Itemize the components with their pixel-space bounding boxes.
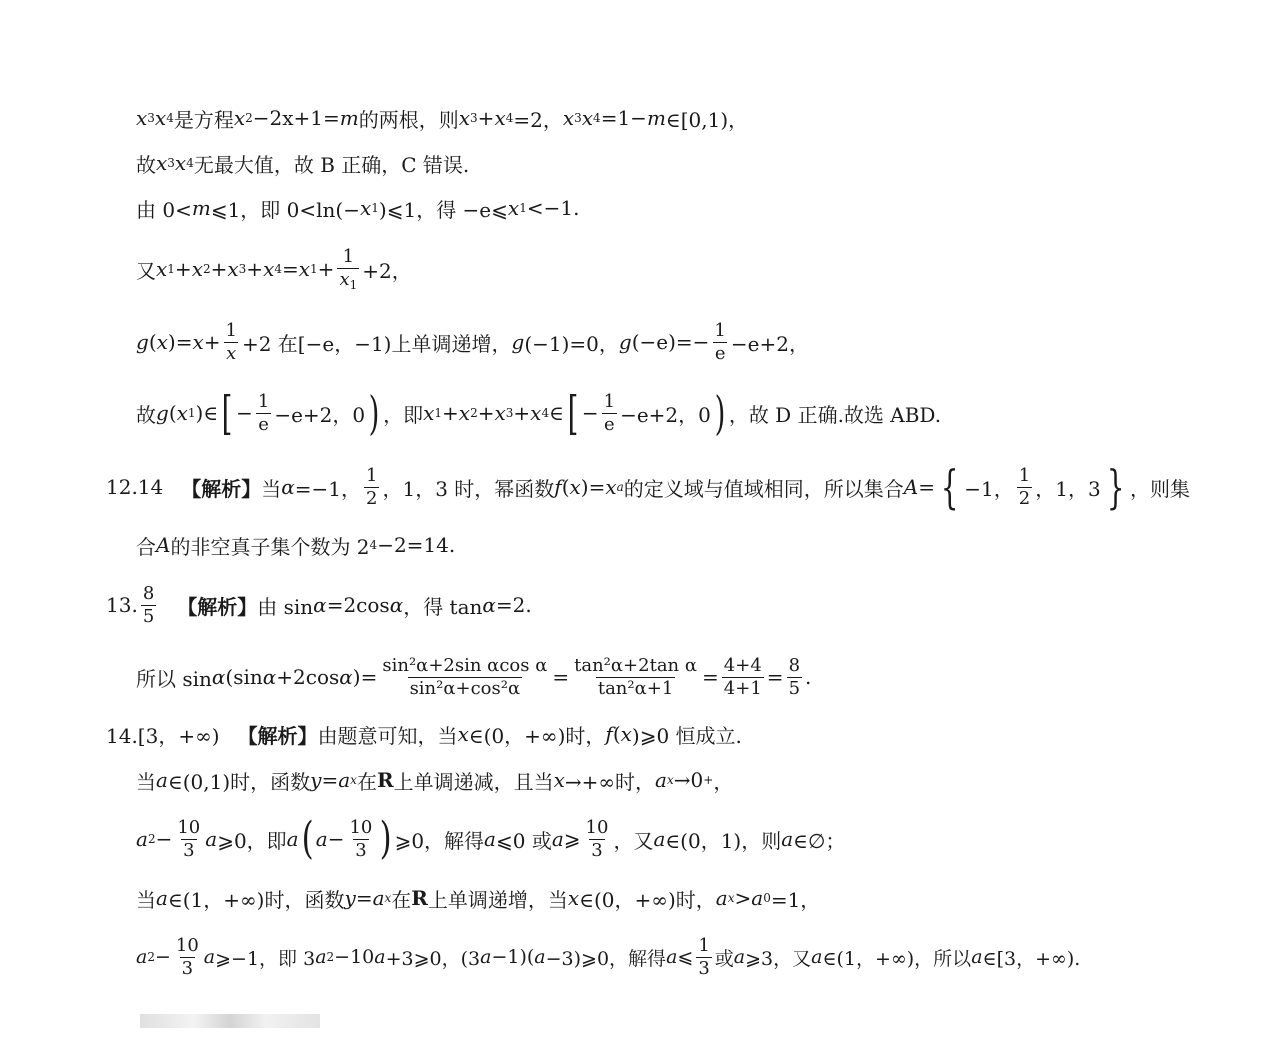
sup: 4 [369,538,378,552]
text: (−1)=0， [524,331,619,356]
text: 当 [136,887,156,912]
text: ，得 tan [403,594,483,619]
var: g [618,330,632,354]
text: ⩽0 或 [495,828,552,853]
var: x [263,257,275,281]
sub: 1 [519,201,527,215]
fraction [572,654,699,699]
text: ∈ [549,401,564,425]
var: a [551,827,564,851]
text: − [154,946,171,968]
numerator: 1 [714,319,726,341]
var: a [156,768,168,792]
text: ，故 D 正确.故选 ABD. [728,402,942,427]
sub: 1 [434,406,443,420]
denominator: 3 [698,957,710,979]
var: a [655,768,667,792]
text: 的两根，则 [358,107,459,132]
solution-13-line-1 [106,580,532,630]
text: ⩽1，即 0<ln(− [210,197,360,222]
var: x [605,475,617,499]
var: g [511,330,525,354]
fraction [256,390,271,435]
analysis-tag: 【解析】 [237,723,318,748]
right-paren: ) [379,813,392,864]
op: + [174,257,192,281]
solution-14-line-5 [136,930,1080,984]
fraction [175,816,202,861]
fraction [337,245,359,292]
var: x [136,106,148,130]
analysis-tag: 【解析】 [177,594,258,619]
text: 上单调递减，且当 [393,769,554,794]
text: +2， [362,258,412,283]
text: 的非空真子集个数为 2 [170,534,370,559]
fraction [602,390,617,435]
var: a [480,946,492,968]
sub: 3 [574,111,582,125]
scan-artifact [140,1014,320,1028]
op: = [702,665,719,689]
text: ∈∅； [793,828,846,853]
left-bracket: [ [567,386,579,440]
text: ，即 [383,402,424,427]
numerator: 8 [142,582,155,604]
op: + [442,401,459,425]
fraction [174,934,201,979]
text: 由 0< [136,197,192,222]
numerator: 1 [366,464,378,486]
text: −2x+1= [252,106,340,130]
set-R: R [411,886,428,910]
denominator: 3 [181,957,194,979]
text: ∈(0，1)，则 [665,828,782,853]
denominator: 5 [142,605,155,627]
analysis-tag: 【解析】 [181,476,262,501]
var: a [205,827,218,851]
text: −3)⩾0，解得 [545,947,667,970]
text: . [805,665,812,689]
var: x [359,196,372,220]
text: +2 在[−e，−1)上单调递增， [241,331,512,356]
sub: 1 [349,277,358,292]
sub: 3 [167,156,175,170]
solution-12-line-1 [106,462,1190,512]
var: a [315,827,328,851]
numerator: tan²α+2tan α [574,654,698,676]
var: x [457,722,469,746]
text: 上单调递增，当 [427,887,568,912]
problem-number: 12.14 [106,475,164,499]
denominator: 3 [183,839,195,861]
text: = [355,886,373,910]
sub: 1 [167,262,175,276]
text: ∈[3，+∞). [982,947,1081,970]
var: x [176,401,188,425]
var: a [372,886,385,910]
var: x [553,768,565,792]
op: + [477,106,495,130]
fraction [380,654,549,699]
text: 所以 sin [136,666,212,691]
fraction [1017,464,1032,509]
text: −10 [334,946,375,968]
fraction [696,934,711,979]
denominator: e [604,413,615,435]
text: −e+2， [730,331,809,356]
var: x [494,401,506,425]
text: =1， [770,887,821,912]
var: x [423,401,435,425]
text: <−1. [526,196,580,220]
text: ，1，3 时，幂函数 [382,476,555,501]
text: )⩾0 恒成立. [631,723,742,748]
solution-line-5 [136,317,809,367]
text: 的定义域与值域相同，所以集合 [623,476,904,501]
sub: 2 [202,262,211,276]
set-R: R [376,768,394,792]
denominator: 3 [591,839,603,861]
var: a [203,946,216,968]
fraction [787,654,802,699]
var: a [338,768,351,792]
sup: x [350,773,357,787]
text: = [321,768,339,792]
denominator: e [714,342,726,364]
sub: 4 [186,156,194,170]
sup: x [666,773,674,787]
sup: x [727,891,735,905]
text: ⩾0，解得 [394,828,485,853]
right-paren: ) [368,386,380,440]
text: ∈(1，+∞)时，函数 [167,887,345,912]
op: + [317,257,335,281]
op: + [246,257,264,281]
numerator: 1 [257,390,270,412]
sub: 4 [505,111,514,125]
solution-14-line-2 [136,760,733,800]
var: x [339,268,350,290]
var: a [286,827,299,851]
text: ∈(0,1)时，函数 [167,769,311,794]
solution-14-line-4 [136,878,820,918]
var: g [156,401,169,425]
text: ， [713,769,734,794]
var: x [458,106,471,130]
text: ∈(0，+∞)时， [468,723,606,748]
right-brace: } [1106,460,1125,514]
problem-number: 14.[3，+∞) [106,723,220,748]
text: −e+2，0 [274,402,366,427]
denominator: e [258,413,269,435]
text: −2=14. [377,533,456,557]
text: =1− [600,106,647,130]
numerator: 10 [175,934,199,956]
problem-number: 13. [106,593,138,617]
text: ⩾0，即 [217,828,287,853]
var: g [136,330,149,354]
solution-12-line-2 [136,525,455,565]
var: x [156,151,168,175]
left-paren: ( [301,813,314,864]
text: ，则集 [1129,476,1190,501]
text: 在 [356,769,377,794]
sub: 3 [470,111,478,125]
numerator: 1 [698,934,710,956]
var: x [620,722,632,746]
text: − [327,827,345,851]
var: a [136,827,148,851]
numerator: 10 [177,816,201,838]
var: a [156,886,168,910]
fraction [712,319,727,364]
var: x [562,106,575,130]
numerator: 1 [225,319,237,341]
denominator: 4+1 [723,677,762,699]
text: ∈(1，+∞)，所以 [822,947,972,970]
text: − [155,827,173,851]
var: a [733,946,746,968]
fraction [347,816,374,861]
text: 故 [136,402,156,427]
sup: 2 [326,950,335,964]
text: )= [352,665,378,689]
text: ，1，3 [1035,476,1101,501]
text: =2cos [326,593,390,617]
var: y [310,768,322,792]
text: →0 [673,768,704,792]
solution-line-3 [136,188,579,228]
sub: 3 [238,262,247,276]
text: − [581,401,599,425]
sup: x [384,891,392,905]
text: 故 [136,152,156,177]
text: 或 [714,947,734,970]
var: x [233,106,246,130]
var: x [298,257,311,281]
var: m [191,196,211,220]
text: )∈ [195,401,219,425]
var: x [192,330,204,354]
var: a [484,827,496,851]
sub: 3 [505,406,514,420]
text: −1)( [491,946,535,968]
op: = [766,665,784,689]
text: ∈(0，+∞)时， [579,887,716,912]
var: a [715,886,728,910]
denominator: 3 [355,839,367,861]
op: = [281,257,299,281]
sub: 1 [310,262,318,276]
solution-14-line-1 [106,714,742,754]
sup: 2 [147,832,156,846]
text: →+∞时， [564,769,656,794]
var: x [581,106,594,130]
text: −1， [964,476,1014,501]
sub: 4 [274,262,282,276]
solution-13-line-2 [136,650,811,704]
text: −e+2，0 [620,402,711,427]
fraction [584,816,611,861]
solution-14-line-3 [136,812,845,866]
numerator: 8 [788,654,801,676]
text: 由 sin [257,594,314,619]
solution-line-1 [136,98,748,138]
text: ⩾3，又 [745,947,812,970]
var: a [136,946,148,968]
var: x [567,886,580,910]
text: =2. [495,593,532,617]
denominator [337,268,359,291]
denominator: sin²α+cos²α [409,677,521,699]
var: a [653,827,666,851]
var: A [903,475,919,499]
var: f [605,722,613,746]
var: m [339,106,359,130]
sub: 2 [470,406,478,420]
sub: 1 [371,201,379,215]
var: a [534,946,546,968]
var: A [156,533,171,557]
var: α [262,665,277,689]
var: α [281,475,295,499]
right-paren: ) [714,386,726,440]
text: 在 [391,887,412,912]
text: )= [167,330,193,354]
text: =2， [513,107,563,132]
text: 又 [136,258,156,283]
var: α [482,593,496,617]
numerator: 4+4 [723,654,762,676]
numerator: sin²α+2sin αcos α [382,654,548,676]
var: x [458,401,471,425]
text: ( [148,330,157,354]
var: x [569,475,581,499]
text: 是方程 [173,107,234,132]
var: x [507,196,520,220]
var: a [315,946,327,968]
denominator: 2 [1018,487,1031,509]
var: x [191,257,203,281]
sub: 4 [541,406,550,420]
var: α [313,593,327,617]
text: ∈[0,1)， [665,107,749,132]
sub: 1 [187,406,196,420]
text: > [734,886,752,910]
text: + [203,330,221,354]
var: a [971,946,983,968]
numerator: 10 [585,816,609,838]
var: x [154,106,167,130]
text: )⩽1，得 −e⩽ [378,197,508,222]
sup: + [703,773,714,787]
var: a [751,886,764,910]
var: a [811,946,823,968]
var: α [389,593,404,617]
text: 当 [136,769,156,794]
op: = [552,665,570,689]
var: x [494,106,506,130]
text: ，又 [613,828,654,853]
sup: 2 [147,950,155,964]
text: (sin [225,665,263,689]
text: ( [561,475,570,499]
solution-line-4 [136,244,412,294]
fraction [722,654,764,699]
left-bracket: [ [221,386,233,440]
sup: 2 [245,111,253,125]
var: m [646,106,666,130]
numerator: 1 [603,390,616,412]
text: =−1， [294,476,362,501]
text: 无最大值，故 B 正确，C 错误. [193,152,470,177]
text: ⩾−1，即 3 [215,947,316,970]
answer-fraction [141,582,156,627]
var: x [530,401,542,425]
var: x [227,257,239,281]
op: + [513,401,531,425]
text: ⩾ [563,827,581,851]
text: ⩽ [677,946,694,968]
text: +2cos [276,665,340,689]
text: − [236,401,253,425]
text: )= [580,475,606,499]
text: ( [168,401,177,425]
sup: 0 [763,891,771,905]
var: x [156,330,168,354]
text: 当 [261,476,282,501]
denominator: 5 [788,677,801,699]
var: α [339,665,353,689]
numerator: 10 [349,816,373,838]
text: +3⩾0，(3 [385,947,481,970]
numerator: 1 [1018,464,1031,486]
denominator: tan²α+1 [597,677,674,699]
solution-line-2 [136,143,469,183]
fraction [224,319,239,364]
var: a [666,946,678,968]
sub: 3 [147,111,155,125]
var: a [781,827,794,851]
var: y [344,886,356,910]
op: + [210,257,228,281]
text: = [918,475,936,499]
var: f [554,475,562,499]
text: ( [612,722,621,746]
var: α [211,665,226,689]
text: 合 [136,534,156,559]
var: a [374,946,386,968]
denominator: 2 [366,487,378,509]
fraction [364,464,379,509]
var: x [156,257,168,281]
op: + [477,401,495,425]
left-brace: { [940,460,959,514]
var: x [174,151,187,175]
denominator: x [226,342,237,364]
solution-line-6 [136,388,941,438]
sub: 4 [593,111,601,125]
text: 由题意可知，当 [317,723,458,748]
text: (−e)=− [631,330,710,354]
numerator: 1 [342,245,355,267]
sub: 4 [166,111,174,125]
sup: a [616,480,624,494]
